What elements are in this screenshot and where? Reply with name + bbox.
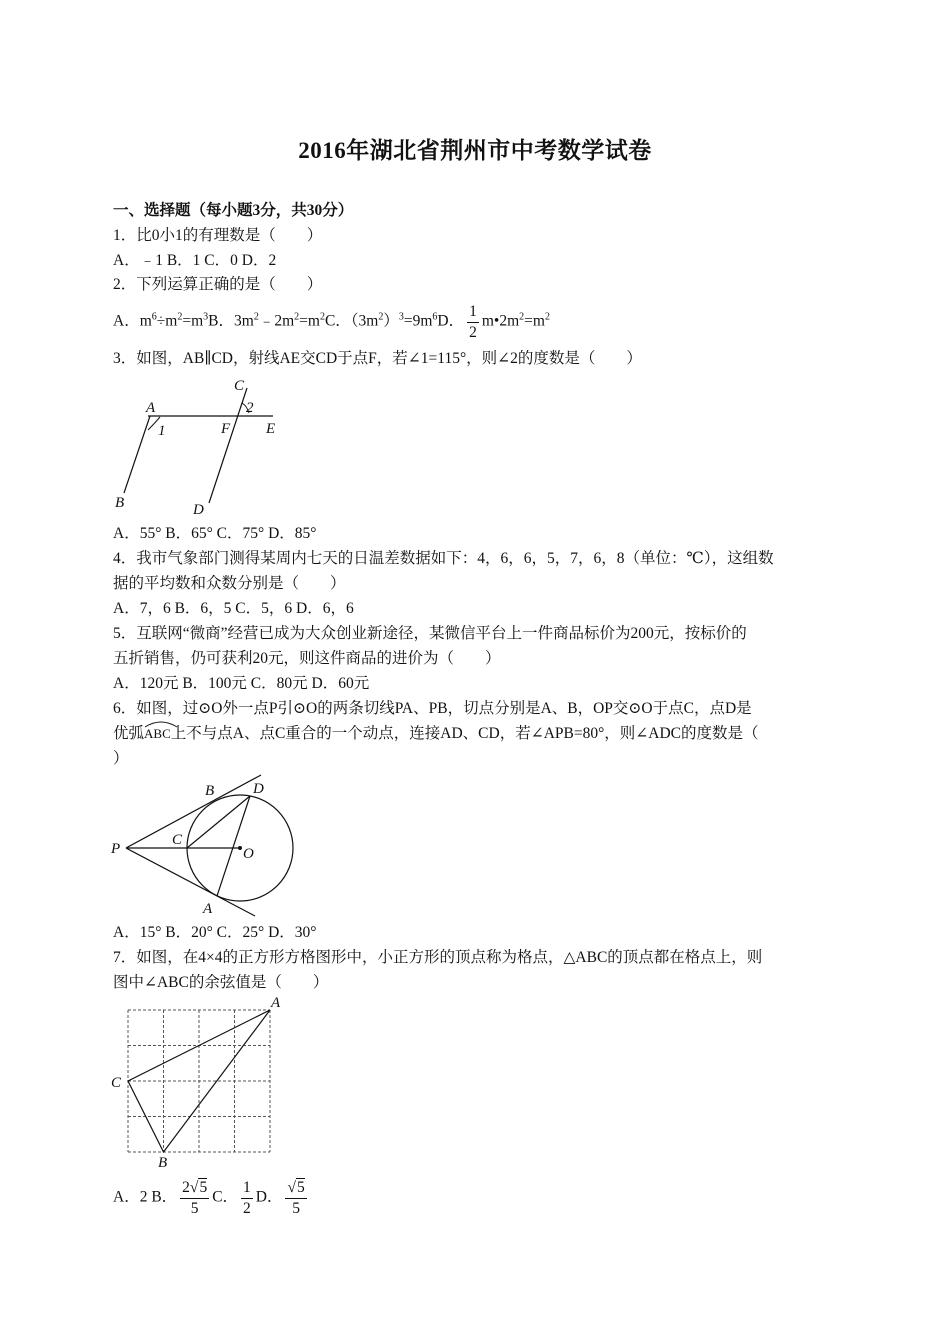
q3-label-e: E: [266, 421, 276, 437]
q3-label-f: F: [221, 421, 231, 437]
q3-options: A．55° B．65° C．75° D．85°: [113, 525, 317, 542]
q3-label-c: C: [234, 378, 245, 394]
q7-label-b: B: [158, 1155, 168, 1171]
q4-line2: 据的平均数和众数分别是（ ）: [113, 575, 346, 592]
fraction: $\frac{1}{2}$: [469, 303, 477, 341]
q2-options: A．$m^6\div m^2=m^3B$．$3m^2﹣2m^2=m^2C$．$(3m^2)^3=9m^6D$． $\frac{1}{2}$ $m•2m^2=m^2$: [113, 303, 550, 341]
q6-label-d: D: [253, 781, 264, 797]
q1-options: A．﹣1 B．1 C．0 D．2: [113, 252, 277, 269]
q7-figure: [108, 995, 288, 1175]
q7-line2: 图中∠ABC的余弦值是（ ）: [113, 974, 329, 991]
q1-stem: 1．比0小1的有理数是（ ）: [113, 227, 323, 244]
q3-label-b: B: [115, 495, 125, 511]
q6-options: A．15° B．20° C．25° D．30°: [113, 924, 317, 941]
q5-line2: 五折销售，仍可获利20元，则这件商品的进价为（ ）: [113, 650, 501, 667]
q7-label-a: A: [271, 995, 281, 1011]
q3-stem: 3．如图，AB∥CD，射线AE交CD于点F，若∠1=115°，则∠2的度数是（ ）: [113, 350, 642, 367]
q4-line1: 4．我市气象部门测得某周内七天的日温差数据如下：4，6，6，5，7，6，8（单位：℃），这组数: [113, 550, 774, 567]
fraction: $\frac{√5}{5}$: [287, 1179, 305, 1217]
q6-label-c: C: [172, 832, 183, 848]
q6-label-a: A: [203, 901, 213, 917]
q6-figure: [110, 770, 310, 920]
q5-options: A．120元 B．100元 C．80元 D．60元: [113, 675, 370, 692]
q7-line1: 7．如图，在4×4的正方形方格图形中，小正方形的顶点称为格点，△ABC的顶点都在格点上，则: [113, 949, 763, 966]
q3-figure: [110, 375, 290, 520]
q7-options: A．2 B． $\frac{2√5}{5}$ C． $\frac{1}{2}$ D． $\frac{√5}{5}$: [113, 1179, 305, 1217]
q3-label-angle2: 2: [246, 400, 254, 416]
arc-abc: ABC: [144, 723, 171, 745]
page-title: 2016年湖北省荆州市中考数学试卷: [298, 138, 652, 163]
q6-label-o: O: [243, 846, 254, 862]
q7-label-c: C: [111, 1075, 122, 1091]
fraction: $\frac{2√5}{5}$: [182, 1179, 208, 1217]
q3-label-angle1: 1: [158, 423, 166, 439]
q5-line1: 5．互联网“微商”经营已成为大众创业新途径，某微信平台上一件商品标价为200元，按标价的: [113, 625, 747, 642]
q2-stem: 2．下列运算正确的是（ ）: [113, 276, 323, 293]
q6-label-b: B: [205, 783, 215, 799]
q6-line3: ）: [113, 750, 129, 767]
q3-label-a: A: [146, 400, 156, 416]
q6-line2: 优弧 ABC上不与点A、点C重合的一个动点，连接AD、CD，若∠APB=80°，则∠ADC的度数是（: [113, 723, 759, 745]
q6-line1: 6．如图，过⊙O外一点P引⊙O的两条切线PA、PB，切点分别是A、B，OP交⊙O于点C，点D是: [113, 700, 752, 717]
fraction: $\frac{1}{2}$: [243, 1179, 251, 1217]
section-heading: 一、选择题（每小题3分，共30分）: [113, 202, 354, 219]
q3-label-d: D: [193, 502, 204, 518]
q4-options: A．7，6 B．6，5 C．5，6 D．6，6: [113, 600, 354, 617]
q6-label-p: P: [111, 841, 121, 857]
